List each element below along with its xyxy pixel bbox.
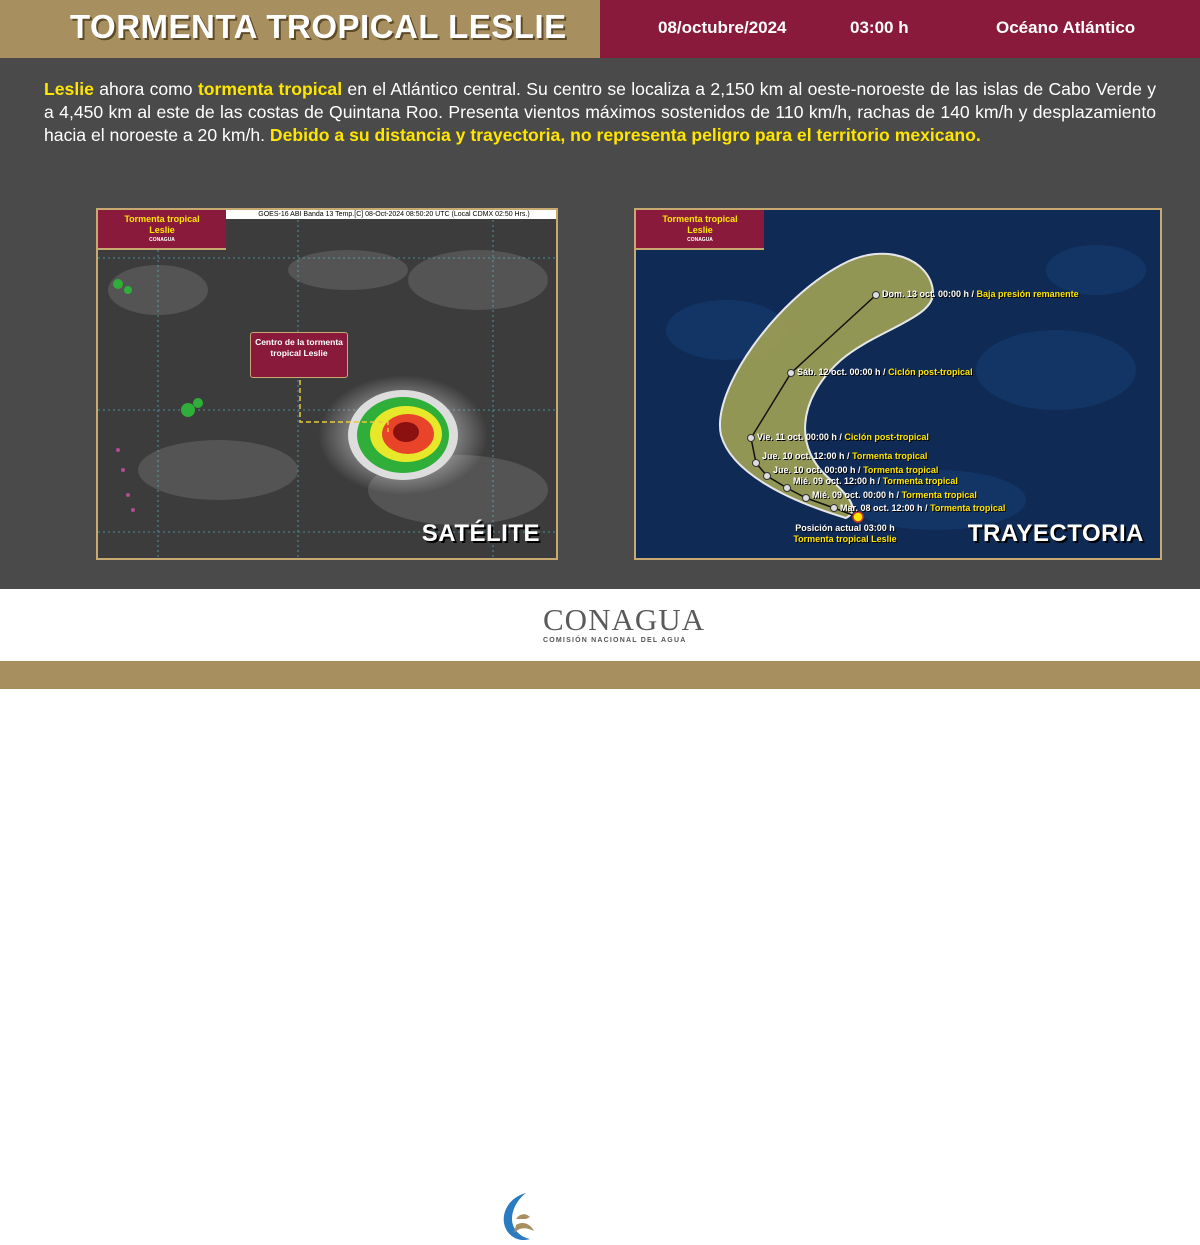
track-point-label: Jue. 10 oct. 12:00 h / Tormenta tropical [762, 451, 928, 461]
track-point-label: Mié. 09 oct. 12:00 h / Tormenta tropical [793, 476, 958, 486]
storm-category: tormenta tropical [197, 79, 343, 99]
tag-logo-text: CONAGUA [687, 237, 713, 243]
track-label: TRAYECTORIA [967, 520, 1144, 547]
page-title: TORMENTA TROPICAL LESLIE [70, 8, 567, 45]
conagua-logo-icon [496, 1189, 540, 1245]
current-position-marker [853, 512, 863, 522]
bulletin-description [44, 78, 1156, 147]
current-position-status: Tormenta tropical Leslie [793, 534, 897, 544]
footer-logo-subtitle: COMISIÓN NACIONAL DEL AGUA [543, 637, 687, 644]
track-point-label: Sáb. 12 oct. 00:00 h / Ciclón post-tropical [797, 367, 973, 377]
tag-line-2: Leslie [687, 225, 713, 235]
header-time: 03:00 h [850, 18, 909, 37]
desc-text-1: ahora como [93, 79, 198, 99]
track-panel-tag [636, 210, 764, 250]
storm-center-callout: Centro de la tormenta tropical Leslie [250, 332, 348, 378]
satellite-caption: GOES-16 ABI Banda 13 Temp.[C] 08-Oct-2024 08:50:20 UTC (Local CDMX 02:50 Hrs.) [226, 210, 558, 219]
track-point-label: Vie. 11 oct. 00:00 h / Ciclón post-tropical [757, 432, 929, 442]
satellite-label: SATÉLITE [421, 520, 540, 547]
bottom-bar [0, 661, 1200, 689]
tag-logo-text: CONAGUA [149, 237, 175, 243]
track-panel [634, 208, 1162, 560]
track-point-label: Mié. 09 oct. 00:00 h / Tormenta tropical [812, 490, 977, 500]
track-point-label: Dom. 13 oct. 00:00 h / Baja presión remanente [882, 289, 1079, 299]
satellite-panel [96, 208, 558, 560]
header-info-bar [600, 0, 1200, 58]
desc-text-2: en el Atlántico central. Su centro se localiza a 2,150 km al oeste-noroeste de las islas de Cabo Verde y a 4,450 km al este de las costas de Quintana Roo. Presenta vientos máximos sostenidos de 110 km/h, rachas de 140 km/h y desplazamiento hacia el noroeste a 20 km/h. [44, 79, 1156, 145]
risk-statement: Debido a su distancia y trayectoria, no representa peligro para el territorio mexicano. [269, 125, 981, 145]
track-point-label: Mar. 08 oct. 12:00 h / Tormenta tropical [840, 503, 1006, 513]
tag-line-1: Tormenta tropical [124, 214, 200, 224]
main-content [0, 58, 1200, 589]
storm-name: Leslie [44, 79, 94, 99]
header-date: 08/octubre/2024 [658, 18, 787, 37]
tag-line-2: Leslie [149, 225, 175, 235]
tag-line-1: Tormenta tropical [662, 214, 738, 224]
track-point-label: Jue. 10 oct. 00:00 h / Tormenta tropical [773, 465, 939, 475]
satellite-image [98, 210, 556, 558]
satellite-panel-tag [98, 210, 226, 250]
current-position-label [780, 523, 910, 545]
current-position-time: Posición actual 03:00 h [795, 523, 895, 533]
footer-logo-name: CONAGUA [543, 602, 705, 637]
header-title-bar [0, 0, 600, 58]
header-region: Océano Atlántico [996, 18, 1136, 37]
